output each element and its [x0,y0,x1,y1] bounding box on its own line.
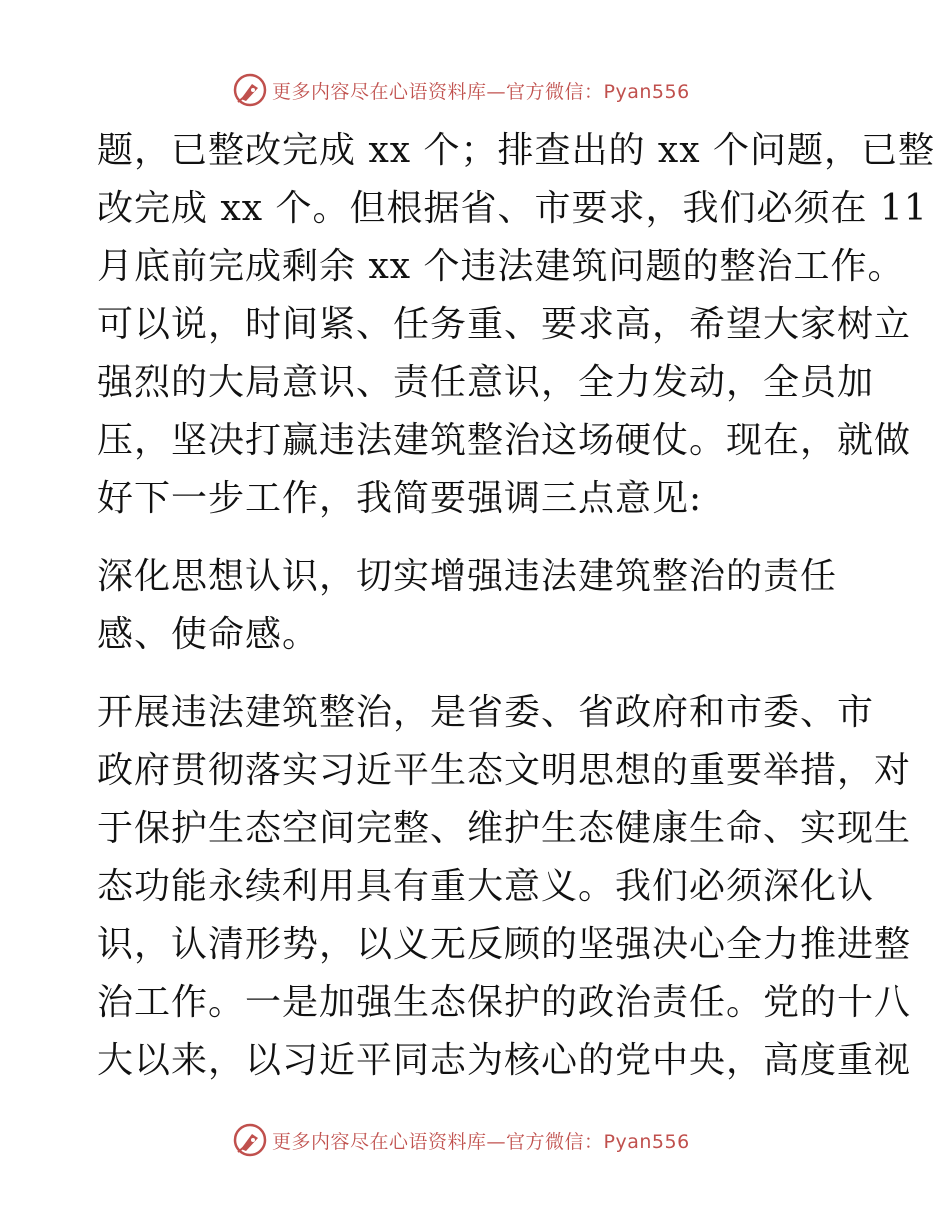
banner-wechat-id: Pyan556 [603,80,690,103]
header-banner [232,70,690,110]
banner-text [272,1127,690,1154]
text-line: 治工作。一是加强生态保护的政治责任。党的十八 [97,982,912,1023]
text-line: 题，已整改完成 xx 个；排查出的 xx 个问题，已整 [97,130,935,171]
text-line: 月底前完成剩余 xx 个违法建筑问题的整治工作。 [97,246,905,287]
pen-nib-logo-icon [232,1122,268,1158]
banner-label: 更多内容尽在心语资料库—官方微信： [272,80,604,103]
text-line: 开展违法建筑整治，是省委、省政府和市委、市 [97,692,875,733]
text-line: 大以来，以习近平同志为核心的党中央，高度重视 [97,1040,912,1081]
section-heading [97,548,857,664]
heading-line: 感、使命感。 [97,614,320,655]
text-line: 于保护生态空间完整、维护生态健康生命、实现生 [97,808,912,849]
banner-label: 更多内容尽在心语资料库—官方微信： [272,1130,604,1153]
paragraph [97,684,912,1090]
document-body [97,122,935,1090]
text-line: 态功能永续利用具有重大意义。我们必须深化认 [97,866,875,907]
text-line: 政府贯彻落实习近平生态文明思想的重要举措，对 [97,750,912,791]
text-line: 压，坚决打赢违法建筑整治这场硬仗。现在，就做 [97,420,912,461]
footer-banner [232,1120,690,1160]
text-line: 强烈的大局意识、责任意识，全力发动，全员加 [97,362,875,403]
heading-line: 深化思想认识，切实增强违法建筑整治的责任 [97,556,838,597]
paragraph [97,122,935,528]
banner-wechat-id: Pyan556 [603,1130,690,1153]
text-line: 好下一步工作，我简要强调三点意见: [97,478,703,519]
banner-text [272,77,690,104]
text-line: 可以说，时间紧、任务重、要求高，希望大家树立 [97,304,912,345]
pen-nib-logo-icon [232,72,268,108]
text-line: 改完成 xx 个。但根据省、市要求，我们必须在 11 [97,188,928,229]
text-line: 识，认清形势，以义无反顾的坚强决心全力推进整 [97,924,912,965]
